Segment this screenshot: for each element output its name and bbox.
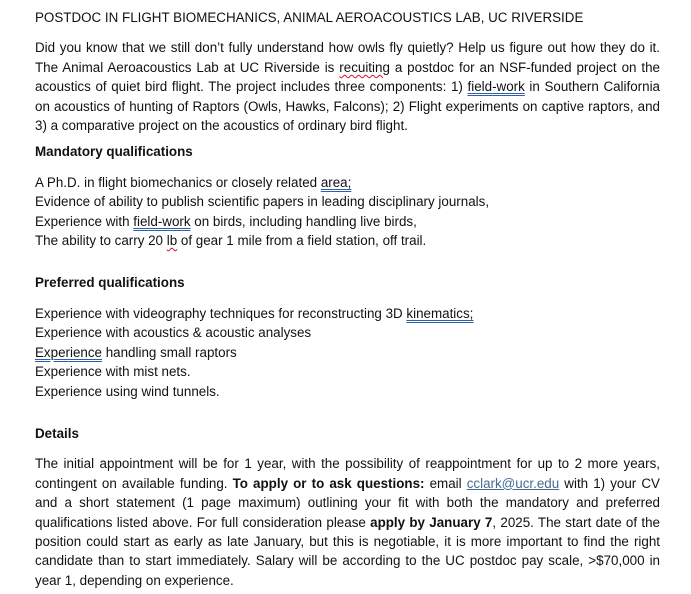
preferred-item: [35, 343, 660, 362]
document-title: POSTDOC IN FLIGHT BIOMECHANICS, ANIMAL AEROACOUSTICS LAB, UC RIVERSIDE: [35, 10, 584, 25]
preferred-list: [35, 304, 660, 401]
preferred-item: [35, 304, 660, 323]
apply-instruction: To apply or to ask questions:: [232, 475, 425, 491]
preferred-item: Experience with mist nets.: [35, 364, 191, 380]
spelling-error-lb[interactable]: lb: [166, 233, 178, 249]
mandatory-item: [35, 173, 660, 192]
mandatory-item-text: of gear 1 mile from a field station, off trail.: [177, 233, 427, 249]
grammar-flag-field-work[interactable]: field-work: [133, 213, 191, 229]
details-text-4: , 2025. The start date of the position could start as early as late January, but this is negotiable, it is more important to find the right candidate than to start immediately. Salary will be according to the UC postdoc pay scale, >$70,000 in year 1, depending on experience.: [35, 514, 660, 588]
preferred-item-text: Experience with videography techniques for reconstructing 3D: [35, 305, 407, 321]
mandatory-heading: Mandatory qualifications: [35, 144, 193, 160]
deadline: apply by January 7: [370, 514, 493, 530]
mandatory-item: Evidence of ability to publish scientific papers in leading disciplinary journals,: [35, 194, 490, 210]
mandatory-item-text: A Ph.D. in flight biomechanics or closely related: [35, 174, 321, 190]
email-link[interactable]: cclark@ucr.edu: [466, 475, 560, 491]
intro-text-3: in Southern California on acoustics of hunting of Raptors (Owls, Hawks, Falcons); 2) Flight experiments on captive raptors, and 3) a comparative project on the acoustics of ordinary bird flight.: [35, 79, 661, 134]
mandatory-item-text: Experience with: [35, 213, 134, 229]
preferred-item: Experience with acoustics & acoustic analyses: [35, 325, 312, 341]
intro-paragraph: [35, 38, 660, 135]
grammar-flag-field-work[interactable]: field-work: [467, 79, 525, 95]
grammar-flag-experience[interactable]: Experience: [35, 344, 102, 360]
mandatory-item-text: on birds, including handling live birds,: [190, 213, 417, 229]
mandatory-item: [35, 212, 660, 231]
grammar-flag-area[interactable]: area;: [320, 174, 352, 190]
intro-text-2: a postdoc for an NSF-funded project on the acoustics of quiet bird flight. The project includes three components: 1): [35, 59, 660, 95]
preferred-item-text: handling small raptors: [102, 344, 237, 360]
intro-text-1: Did you know that we still don’t fully understand how owls fly quietly? Help us figure out how they do it. The Animal Aeroacoustics Lab at UC Riverside is: [35, 40, 660, 75]
mandatory-list: [35, 173, 660, 251]
details-text-2: email: [424, 475, 467, 491]
grammar-flag-kinematics[interactable]: kinematics;: [406, 305, 474, 321]
preferred-heading: Preferred qualifications: [35, 275, 185, 291]
mandatory-item-text: The ability to carry 20: [35, 233, 167, 249]
details-text-3: with 1) your CV and a short statement (1 page maximum) outlining your fit with both the mandatory and preferred qualifications listed above. For full consideration please: [35, 475, 660, 530]
details-heading: Details: [35, 425, 79, 441]
mandatory-item: [35, 231, 660, 250]
spelling-error-recruiting[interactable]: recuiting: [339, 59, 390, 75]
preferred-item: Experience using wind tunnels.: [35, 383, 220, 399]
details-text-1: The initial appointment will be for 1 year, with the possibility of reappointment for up to 2 more years, contingent on available funding.: [35, 456, 660, 491]
details-paragraph: [35, 454, 660, 590]
